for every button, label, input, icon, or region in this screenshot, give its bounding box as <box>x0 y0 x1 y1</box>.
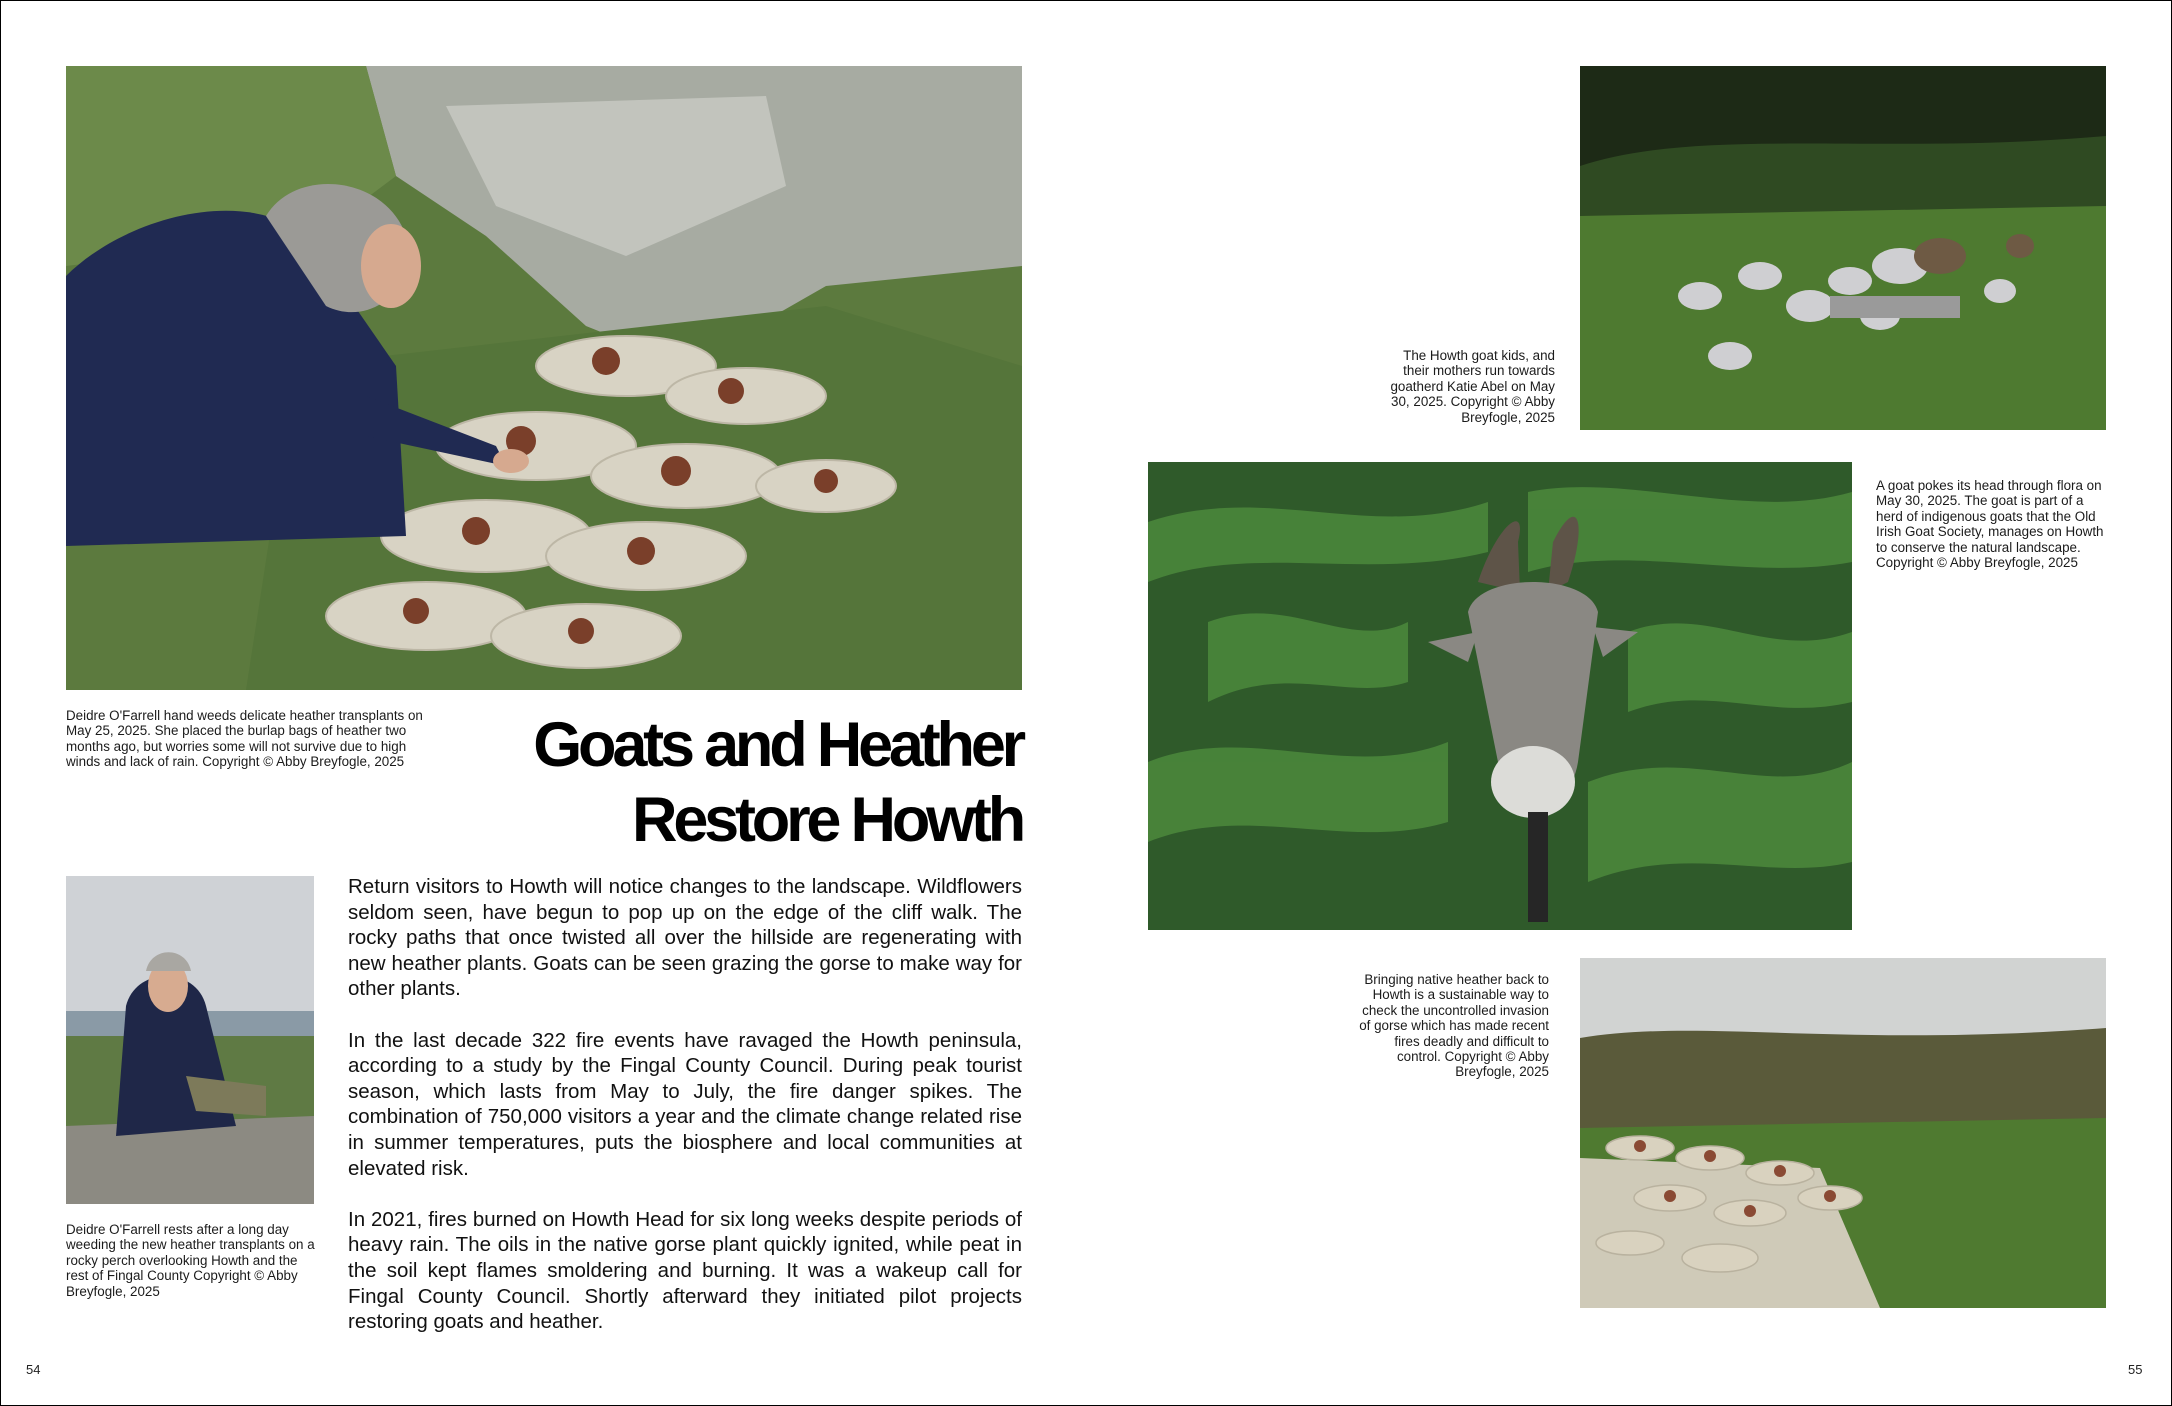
body-paragraph: Return visitors to Howth will notice changes to the landscape. Wildflowers seldom seen, have begun to pop up on the edge of the cliff walk. The rocky paths that once twisted all over the hillside are regenerating with new heather plants. Goats can be seen grazing the gorse to make way for other plants. <box>348 875 1022 1001</box>
caption-goat-flora: A goat pokes its head through flora on May 30, 2025. The goat is part of a herd of indigenous goats that the Old Irish Goat Society, manages on Howth to conserve the natural landscape. Copyright © Abby Breyfogle, 2025 <box>1876 478 2104 571</box>
page-number-left: 54 <box>26 1362 41 1377</box>
photo-goat-kids <box>1580 66 2106 430</box>
article-body <box>348 874 1022 1360</box>
caption-weeding: Deidre O'Farrell hand weeds delicate heather transplants on May 25, 2025. She placed the burlap bags of heather two months ago, but worries some will not survive due to high winds and lack of rain. Copyright © Abby Breyfogle, 2025 <box>66 708 423 770</box>
headline-line-1: Goats and Heather <box>533 710 1022 780</box>
caption-goat-kids: The Howth goat kids, and their mothers run towards goatherd Katie Abel on May 30, 2025. Copyright © Abby Breyfogle, 2025 <box>1390 348 1555 425</box>
photo-heather-landscape <box>1580 958 2106 1308</box>
photo-weeding-heather <box>66 66 1022 690</box>
body-paragraph: In 2021, fires burned on Howth Head for six long weeks despite periods of heavy rain. The oils in the native gorse plant quickly ignited, while peat in the soil kept flames smoldering and burning. It was a wakeup call for Fingal County Council. Shortly afterward they initiated pilot projects restoring goats and heather. <box>348 1207 1022 1334</box>
caption-heather: Bringing native heather back to Howth is a sustainable way to check the uncontrolled invasion of gorse which has made recent fires deadly and difficult to control. Copyright © Abby Breyfogle, 2025 <box>1359 972 1549 1080</box>
photo-resting <box>66 876 314 1204</box>
body-paragraph: In the last decade 322 fire events have ravaged the Howth peninsula, according to a study by the Fingal County Council. During peak tourist season, which lasts from May to July, the fire danger spikes. The combination of 750,000 visitors a year and the climate change related rise in summer temperatures, puts the biosphere and local communities at elevated risk. <box>348 1028 1022 1180</box>
page-title <box>462 708 1022 858</box>
page-number-right: 55 <box>2128 1362 2143 1377</box>
caption-resting: Deidre O'Farrell rests after a long day weeding the new heather transplants on a rocky perch overlooking Howth and the rest of Fingal County Copyright © Abby Breyfogle, 2025 <box>66 1222 315 1299</box>
photo-goat-ferns <box>1148 462 1852 930</box>
headline-line-2: Restore Howth <box>632 785 1022 855</box>
